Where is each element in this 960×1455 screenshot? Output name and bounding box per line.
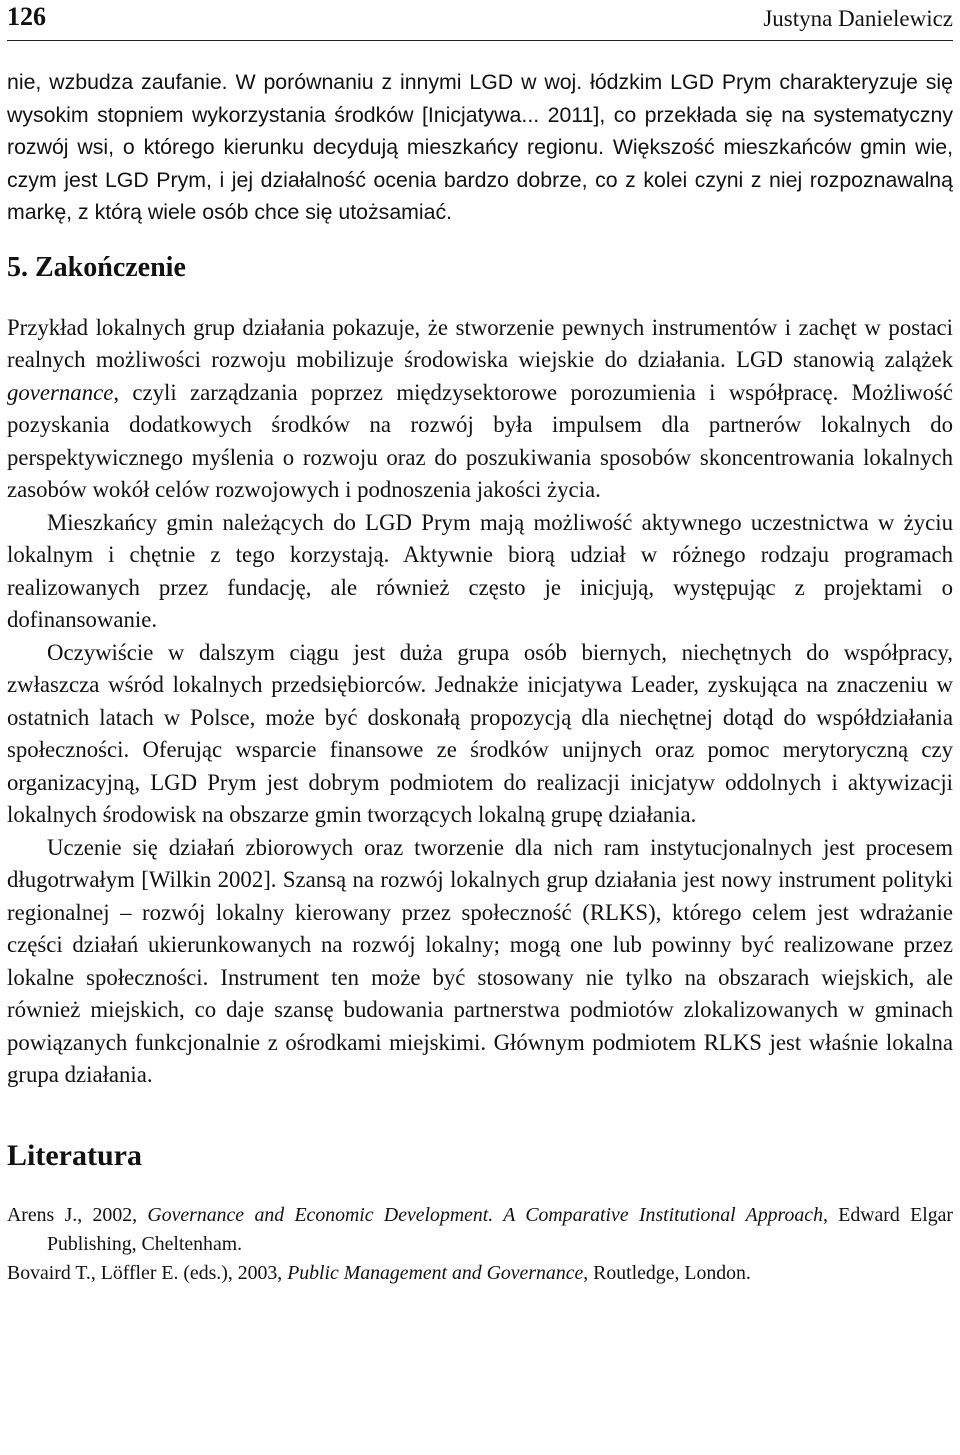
paragraph-4: Uczenie się działań zbiorowych oraz tworzenie dla nich ram instytucjonalnych jest procesem długotrwałym [Wilkin 2002]. Szansą na rozwój lokalnych grup działania jest nowy instrument polityki regionalnej – rozwój lokalny kierowany przez społeczność (RLKS), którego celem jest wdrażanie części działań ukierunkowanych na rozwój lokalny; mogą one lub powinny być realizowane przez lokalne społeczności. Instrument ten może być stosowany nie tylko na obszarach wiejskich, ale również miejskich, co daje szansę budowania partnerstwa podmiotów zlokalizowanych w gminach powiązanych funkcjonalnie z ośrodkami miejskimi. Głównym podmiotem RLKS jest właśnie lokalna grupa działania. — [7, 834, 953, 1087]
paragraph-1 — [7, 312, 953, 507]
paragraph-2: Mieszkańcy gmin należących do LGD Prym mają możliwość aktywnego uczestnictwa w życiu lokalnym i chętnie z tego korzystają. Aktywnie biorą udział w różnego rodzaju programach realizowanych przez fundację, ale również często je inicjują, występując z projektami o dofinansowanie. — [7, 509, 953, 632]
reference-authors: Bovaird T., Löffler E. (eds.), 2003, — [7, 1261, 288, 1284]
page-number: 126 — [7, 2, 46, 31]
running-head-author: Justyna Danielewicz — [763, 6, 953, 31]
reference-authors: Arens J., 2002, — [7, 1203, 148, 1226]
reference-title: Public Management and Governance — [287, 1261, 584, 1284]
paragraph-1-text-start: Przykład lokalnych grup działania pokazuje, że stworzenie pewnych instrumentów i zachęt w postaci realnych możliwości rozwoju mobilizuje środowiska wiejskie do działania. LGD stanowią zalążek — [7, 314, 953, 372]
reference-title: Governance and Economic Development. A Comparative Institutional Approach — [147, 1203, 823, 1226]
reference-item — [7, 1259, 953, 1288]
reference-publisher: , Routledge, London. — [583, 1261, 751, 1284]
governance-term: governance — [7, 379, 114, 405]
paragraph-3: Oczywiście w dalszym ciągu jest duża grupa osób biernych, niechętnych do współpracy, zwłaszcza wśród lokalnych przedsiębiorców. Jednakże inicjatywa Leader, zyskująca na znaczeniu w ostatnich latach w Polsce, może być doskonałą propozycją dla niechętnej dotąd do współdziałania społeczności. Oferując wsparcie finansowe ze środków unijnych oraz pomoc merytoryczną czy organizacyjną, LGD Prym jest dobrym podmiotem do realizacji inicjatyw oddolnych i aktywizacji lokalnych środowisk na obszarze gmin tworzących lokalną grupę działania. — [7, 639, 953, 827]
reference-item — [7, 1201, 953, 1259]
literature-heading: Literatura — [7, 1138, 142, 1172]
section-heading: 5. Zakończenie — [7, 251, 186, 283]
running-header — [7, 0, 953, 41]
reference-list — [7, 1201, 953, 1288]
reference-publisher: , Edward Elgar Publishing, Cheltenham. — [47, 1203, 953, 1255]
document-page — [7, 0, 953, 1288]
paragraph-1-text-end: , czyli zarządzania poprzez międzysektorowe porozumienia i współpracę. Możliwość pozyskania dodatkowych środków na rozwój była impulsem dla partnerów lokalnych do perspektywicznego myślenia o rozwoju oraz do poszukiwania sposobów skoncentrowania lokalnych zasobów wokół celów rozwojowych i podnoszenia jakości życia. — [7, 379, 953, 502]
carryover-paragraph: nie, wzbudza zaufanie. W porównaniu z innymi LGD w woj. łódzkim LGD Prym charakteryzuje się wysokim stopniem wykorzystania środków [Inicjatywa... 2011], co przekłada się na systematyczny rozwój wsi, o którego kierunku decydują mieszkańcy regionu. Większość mieszkańców gmin wie, czym jest LGD Prym, i jej działalność ocenia bardzo dobrze, co z kolei czyni z niej rozpoznawalną markę, z którą wiele osób chce się utożsamiać. — [7, 70, 953, 224]
